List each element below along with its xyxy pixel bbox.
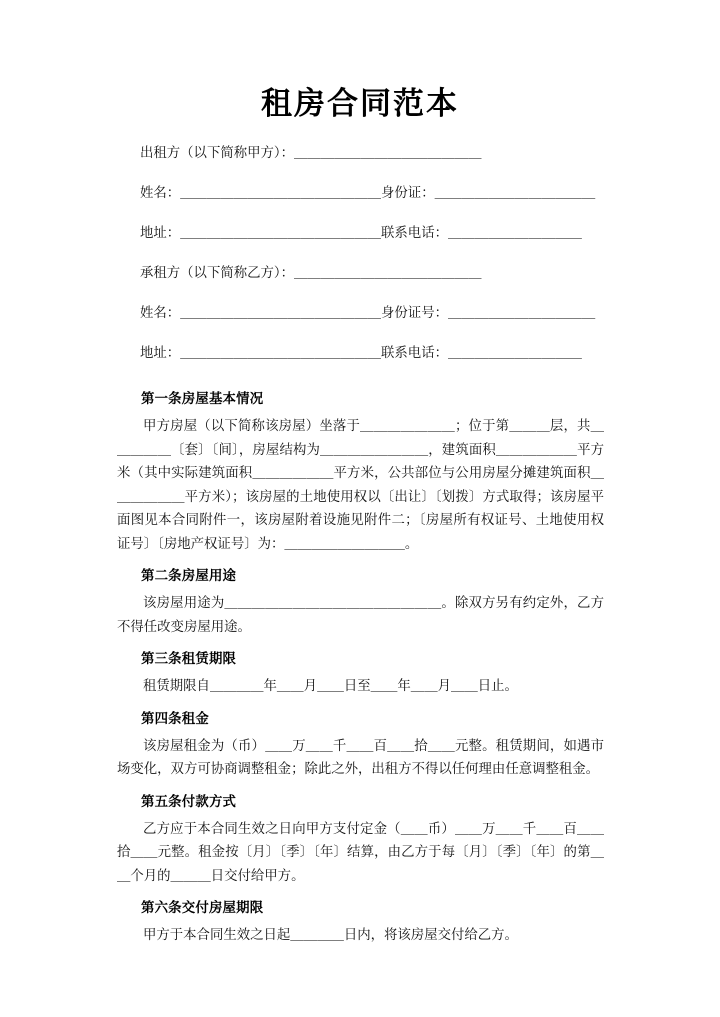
article-5-body: 乙方应于本合同生效之日向甲方支付定金（＿＿币）＿＿万＿＿千＿＿百＿＿拾＿＿元整。租金按〔月〕〔季〕〔年〕结算，由乙方于每〔月〕〔季〕〔年〕的第＿＿个月的＿＿＿日交付给甲方。 bbox=[117, 821, 604, 884]
article-4-body: 该房屋租金为（币）＿＿万＿＿千＿＿百＿＿拾＿＿元整。租赁期间，如遇市场变化，双方可协商调整租金；除此之外，出租方不得以任何理由任意调整租金。 bbox=[117, 738, 604, 777]
lessor-name-line bbox=[117, 186, 604, 226]
lessee-name-text: 姓名：＿＿＿＿＿＿＿＿＿＿＿＿＿＿＿身份证号：＿＿＿＿＿＿＿＿＿＿＿ bbox=[140, 306, 596, 321]
lessee-line-text: 承租方（以下简称乙方）：＿＿＿＿＿＿＿＿＿＿＿＿＿＿ bbox=[140, 266, 482, 281]
lessee-address-line bbox=[117, 346, 604, 386]
lessor-address-text: 地址：＿＿＿＿＿＿＿＿＿＿＿＿＿＿＿联系电话：＿＿＿＿＿＿＿＿＿＿ bbox=[140, 226, 582, 241]
article-2-body: 该房屋用途为＿＿＿＿＿＿＿＿＿＿＿＿＿＿＿＿。除双方另有约定外，乙方不得任改变房屋用途。 bbox=[117, 596, 604, 635]
article-6-heading: 第六条交付房屋期限 bbox=[141, 900, 264, 916]
lessor-line-text: 出租方（以下简称甲方）：＿＿＿＿＿＿＿＿＿＿＿＿＿＿ bbox=[140, 146, 482, 161]
lessee-address-text: 地址：＿＿＿＿＿＿＿＿＿＿＿＿＿＿＿联系电话：＿＿＿＿＿＿＿＿＿＿ bbox=[140, 346, 582, 361]
article-3-body: 租赁期限自＿＿＿＿年＿＿月＿＿日至＿＿年＿＿月＿＿日止。 bbox=[143, 679, 518, 694]
article-4-heading: 第四条租金 bbox=[141, 710, 209, 727]
page-title: 租房合同范本 bbox=[261, 86, 459, 122]
lessor-line bbox=[117, 146, 604, 186]
document-content bbox=[117, 146, 604, 948]
article-6-body: 甲方于本合同生效之日起＿＿＿＿日内，将该房屋交付给乙方。 bbox=[143, 928, 518, 943]
article-1-heading: 第一条房屋基本情况 bbox=[141, 391, 264, 407]
lessee-line bbox=[117, 266, 604, 306]
lessor-address-line bbox=[117, 226, 604, 266]
article-2-heading: 第二条房屋用途 bbox=[141, 568, 237, 584]
lessee-name-line bbox=[117, 306, 604, 346]
article-5-heading: 第五条付款方式 bbox=[141, 793, 237, 810]
article-1-body: 甲方房屋（以下简称该房屋）坐落于＿＿＿＿＿＿＿；位于第＿＿＿层，共＿＿＿＿＿〔套〕〔间〕，房屋结构为＿＿＿＿＿＿＿＿，建筑面积＿＿＿＿＿＿平方米（其中实际建筑面积＿＿＿＿＿＿平方米，公共部位与公用房屋分摊建筑面积＿＿＿＿＿＿平方米）；该房屋的土地使用权以〔出让〕〔划拨〕方式取得；该房屋平面图见本合同附件一，该房屋附着设施见附件二；〔房屋所有权证号、土地使用权证号〕〔房地产权证号〕为：＿＿＿＿＿＿＿＿＿。 bbox=[117, 419, 604, 552]
article-3-heading: 第三条租赁期限 bbox=[141, 651, 237, 667]
lessor-name-text: 姓名：＿＿＿＿＿＿＿＿＿＿＿＿＿＿＿身份证：＿＿＿＿＿＿＿＿＿＿＿＿ bbox=[140, 186, 596, 201]
